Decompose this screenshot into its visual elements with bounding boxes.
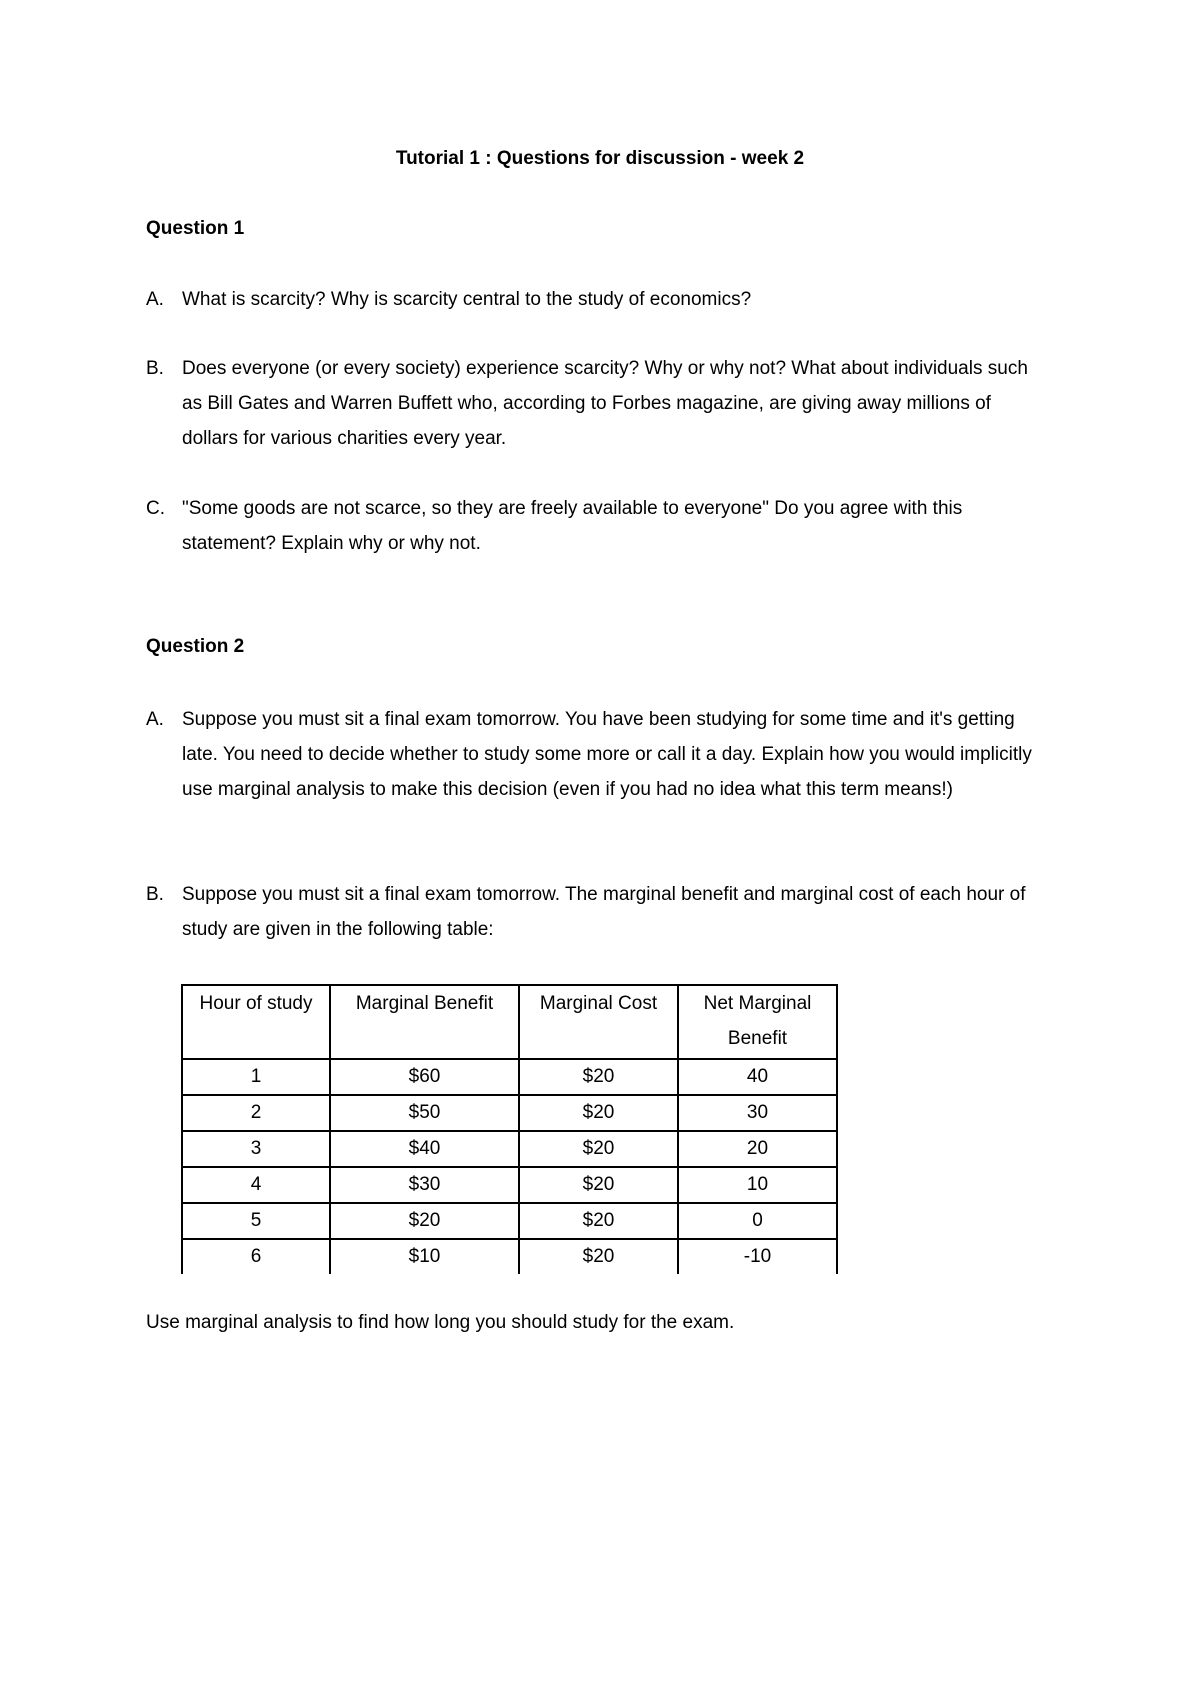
table-cell: $20 bbox=[519, 1131, 678, 1167]
question-2b-letter: B. bbox=[146, 884, 164, 905]
table-cell: 4 bbox=[182, 1167, 330, 1203]
table-cell: 20 bbox=[678, 1131, 837, 1167]
table-row bbox=[182, 1059, 837, 1095]
table-cell: $30 bbox=[330, 1167, 519, 1203]
table-cell: $20 bbox=[519, 1095, 678, 1131]
question-1-heading: Question 1 bbox=[146, 218, 245, 239]
table-cell: $20 bbox=[519, 1059, 678, 1095]
question-1c bbox=[146, 491, 1046, 561]
table-cell: $20 bbox=[519, 1167, 678, 1203]
table-cell: -10 bbox=[678, 1239, 837, 1274]
header-hour-of-study: Hour of study bbox=[182, 985, 330, 1059]
question-1b bbox=[146, 351, 1046, 456]
table-cell: $20 bbox=[519, 1203, 678, 1239]
question-1a bbox=[146, 282, 1046, 317]
question-2b bbox=[146, 877, 1046, 947]
table-cell: $10 bbox=[330, 1239, 519, 1274]
table-row bbox=[182, 1239, 837, 1274]
header-net-marginal-benefit: Net Marginal Benefit bbox=[678, 985, 837, 1059]
header-marginal-benefit: Marginal Benefit bbox=[330, 985, 519, 1059]
table-cell: 40 bbox=[678, 1059, 837, 1095]
question-1b-text: Does everyone (or every society) experience scarcity? Why or why not? What about individuals such as Bill Gates and Warren Buffett who, according to Forbes magazine, are giving away millions of dollars for various charities every year. bbox=[182, 358, 1028, 449]
table-cell: $60 bbox=[330, 1059, 519, 1095]
table-row bbox=[182, 1203, 837, 1239]
table-cell: $40 bbox=[330, 1131, 519, 1167]
question-2a-letter: A. bbox=[146, 709, 164, 730]
table-cell: 10 bbox=[678, 1167, 837, 1203]
question-2a bbox=[146, 702, 1046, 807]
question-2-heading: Question 2 bbox=[146, 636, 245, 657]
question-1a-text: What is scarcity? Why is scarcity central to the study of economics? bbox=[182, 289, 752, 310]
table-header-row bbox=[182, 985, 837, 1059]
page-title: Tutorial 1 : Questions for discussion - week 2 bbox=[395, 148, 805, 169]
question-2a-text: Suppose you must sit a final exam tomorrow. You have been studying for some time and it's getting late. You need to decide whether to study some more or call it a day. Explain how you would implicitly use marginal analysis to make this decision (even if you had no idea what this term means!) bbox=[182, 709, 1032, 800]
closing-instruction: Use marginal analysis to find how long you should study for the exam. bbox=[146, 1312, 735, 1333]
question-1a-letter: A. bbox=[146, 289, 164, 310]
question-1c-text: "Some goods are not scarce, so they are freely available to everyone" Do you agree with this statement? Explain why or why not. bbox=[182, 498, 963, 554]
table-cell: 30 bbox=[678, 1095, 837, 1131]
table-cell: 5 bbox=[182, 1203, 330, 1239]
table-row bbox=[182, 1167, 837, 1203]
question-1b-letter: B. bbox=[146, 358, 164, 379]
table-cell: $50 bbox=[330, 1095, 519, 1131]
table-cell: 2 bbox=[182, 1095, 330, 1131]
table-cell: 0 bbox=[678, 1203, 837, 1239]
marginal-analysis-table bbox=[181, 984, 838, 1274]
table-cell: 1 bbox=[182, 1059, 330, 1095]
table-cell: $20 bbox=[330, 1203, 519, 1239]
table-row bbox=[182, 1131, 837, 1167]
table-cell: $20 bbox=[519, 1239, 678, 1274]
question-2b-text: Suppose you must sit a final exam tomorrow. The marginal benefit and marginal cost of each hour of study are given in the following table: bbox=[182, 884, 1026, 940]
table-cell: 3 bbox=[182, 1131, 330, 1167]
table-cell: 6 bbox=[182, 1239, 330, 1274]
table-row bbox=[182, 1095, 837, 1131]
header-marginal-cost: Marginal Cost bbox=[519, 985, 678, 1059]
question-1c-letter: C. bbox=[146, 498, 165, 519]
